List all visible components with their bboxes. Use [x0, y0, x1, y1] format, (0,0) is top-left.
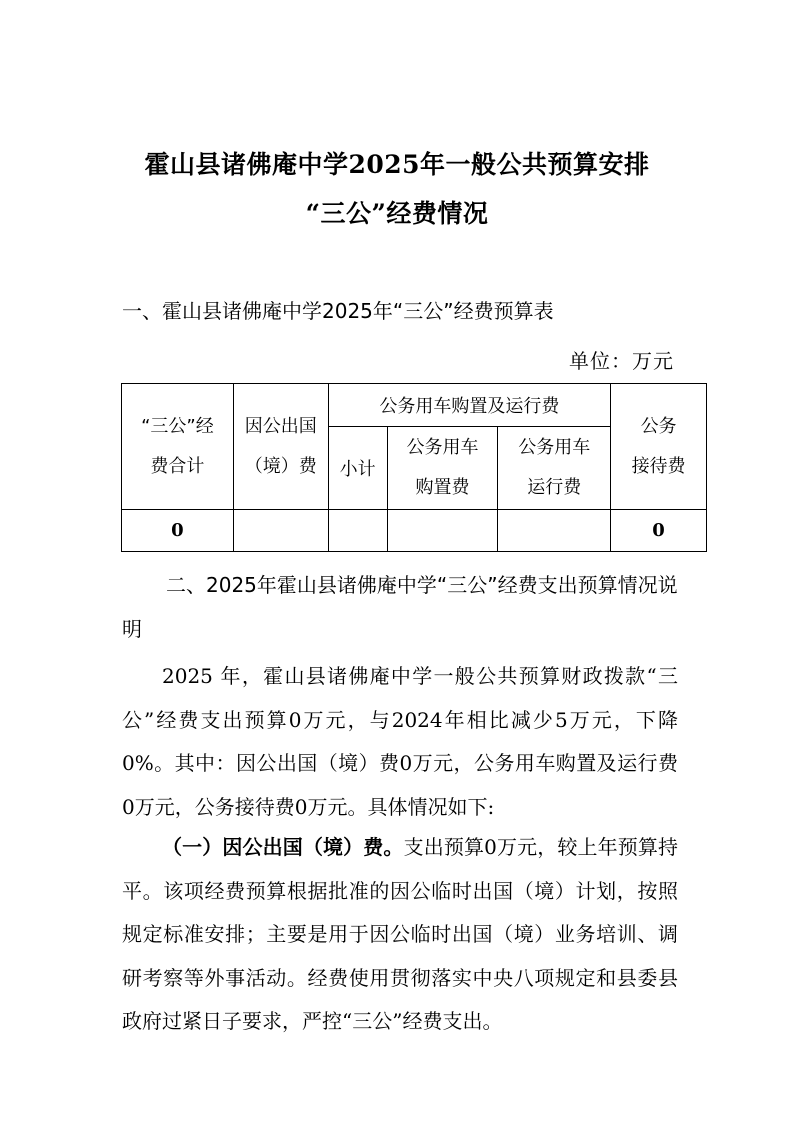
header-abroad-line2: （境）费	[244, 455, 317, 477]
header-reception-line2: 接待费	[631, 455, 686, 477]
header-vehicle-group: 公务用车购置及运行费	[328, 384, 610, 427]
header-abroad	[233, 384, 328, 510]
value-reception: 0	[611, 510, 707, 552]
header-purchase	[387, 427, 498, 510]
header-purchase-line2: 购置费	[415, 477, 470, 498]
paragraph-abroad	[122, 826, 678, 1044]
value-total: 0	[122, 510, 234, 552]
paragraph-abroad-heading: （一）因公出国（境）费。	[162, 835, 404, 859]
paragraph-abroad-text: 支出预算0万元，较上年预算持平。该项经费预算根据批准的因公临时出国（境）计划，按照规定标准安排；主要是用于因公临时出国（境）业务培训、调研考察等外事活动。经费使用贯彻落实中央八项规定和县委县政府过紧日子要求，严控“三公”经费支出。	[122, 835, 679, 1033]
document-title-line2: “三公”经费情况	[305, 199, 489, 228]
unit-label: 单位：万元	[569, 349, 674, 373]
budget-table	[121, 383, 707, 552]
header-total-line1: “三公”经	[141, 415, 214, 437]
value-abroad	[233, 510, 328, 552]
header-reception	[611, 384, 707, 510]
section2-heading: 二、2025年霍山县诸佛庵中学“三公”经费支出预算情况说明	[122, 573, 678, 641]
header-operation	[498, 427, 611, 510]
header-operation-line2: 运行费	[527, 477, 582, 498]
header-total	[122, 384, 234, 510]
header-abroad-line1: 因公出国	[244, 415, 317, 437]
document-title-line1: 霍山县诸佛庵中学2025年一般公共预算安排	[144, 150, 650, 179]
paragraph-summary: 2025 年，霍山县诸佛庵中学一般公共预算财政拨款“三公”经费支出预算0万元，与2024年相比减少5万元，下降0%。其中：因公出国（境）费0万元，公务用车购置及运行费0万元，公务接待费0万元。具体情况如下:	[122, 664, 678, 819]
header-reception-line1: 公务	[640, 415, 677, 437]
header-operation-line1: 公务用车	[518, 437, 591, 458]
header-subtotal: 小计	[328, 427, 387, 510]
header-total-line2: 费合计	[150, 455, 205, 477]
header-purchase-line1: 公务用车	[406, 437, 479, 458]
value-subtotal	[328, 510, 387, 552]
value-purchase	[387, 510, 498, 552]
section1-heading: 一、霍山县诸佛庵中学2025年“三公”经费预算表	[122, 299, 554, 323]
value-operation	[498, 510, 611, 552]
